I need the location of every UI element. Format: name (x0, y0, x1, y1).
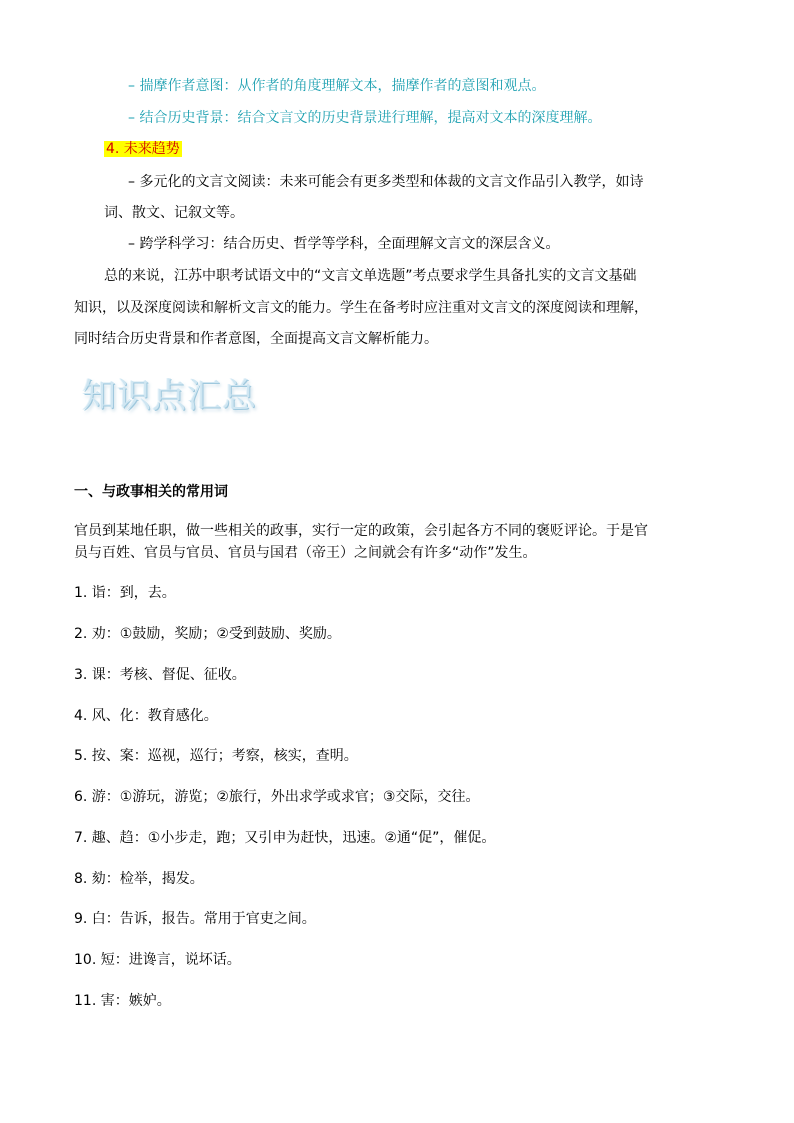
vocab-item-10: 10. 短：进谗言，说坏话。 (74, 952, 241, 968)
summary-line-2: 知识，以及深度阅读和解析文言文的能力。学生在备考时应注重对文言文的深度阅读和理解， (74, 300, 648, 316)
vocab-item-1: 1. 诣：到，去。 (74, 585, 176, 601)
list-item-history-background: – 结合历史背景：结合文言文的历史背景进行理解，提高对文本的深度理解。 (128, 110, 602, 126)
vocab-item-6: 6. 游：①游玩，游览；②旅行，外出求学或求官；③交际，交往。 (74, 789, 480, 805)
vocab-item-11: 11. 害：嫉妒。 (74, 993, 171, 1009)
future-item-1-line-2: 词、散文、记叙文等。 (104, 205, 244, 221)
vocab-item-5: 5. 按、案：巡视，巡行；考察，核实，查明。 (74, 748, 358, 764)
list-item-author-intent: – 揣摩作者意图：从作者的角度理解文本，揣摩作者的意图和观点。 (128, 78, 546, 94)
summary-line-3: 同时结合历史背景和作者意图，全面提高文言文解析能力。 (74, 331, 438, 347)
future-item-2: – 跨学科学习：结合历史、哲学等学科，全面理解文言文的深层含义。 (128, 236, 560, 252)
highlighted-heading-text: 4. 未来趋势 (106, 141, 180, 157)
knowledge-summary-banner: 知识点汇总 (82, 376, 257, 416)
vocab-item-3: 3. 课：考核、督促、征收。 (74, 667, 246, 683)
future-trends-heading (104, 139, 182, 159)
section-heading: 一、与政事相关的常用词 (74, 484, 228, 500)
summary-line-1: 总的来说，江苏中职考试语文中的“文言文单选题”考点要求学生具备扎实的文言文基础 (104, 268, 637, 284)
future-item-1-line-1: – 多元化的文言文阅读：未来可能会有更多类型和体裁的文言文作品引入教学，如诗 (128, 174, 644, 190)
vocab-item-4: 4. 风、化：教育感化。 (74, 708, 218, 724)
vocab-item-2: 2. 劝：①鼓励，奖励；②受到鼓励、奖励。 (74, 626, 341, 642)
vocab-item-8: 8. 劾：检举，揭发。 (74, 871, 204, 887)
vocab-item-9: 9. 白：告诉，报告。常用于官吏之间。 (74, 911, 316, 927)
vocab-item-7: 7. 趣、趋：①小步走，跑；又引申为赶快，迅速。②通“促”，催促。 (74, 830, 496, 846)
section-intro-line-2: 员与百姓、官员与官员、官员与国君（帝王）之间就会有许多“动作”发生。 (74, 545, 537, 561)
section-intro-line-1: 官员到某地任职，做一些相关的政事，实行一定的政策，会引起各方不同的褒贬评论。于是官 (74, 523, 648, 539)
